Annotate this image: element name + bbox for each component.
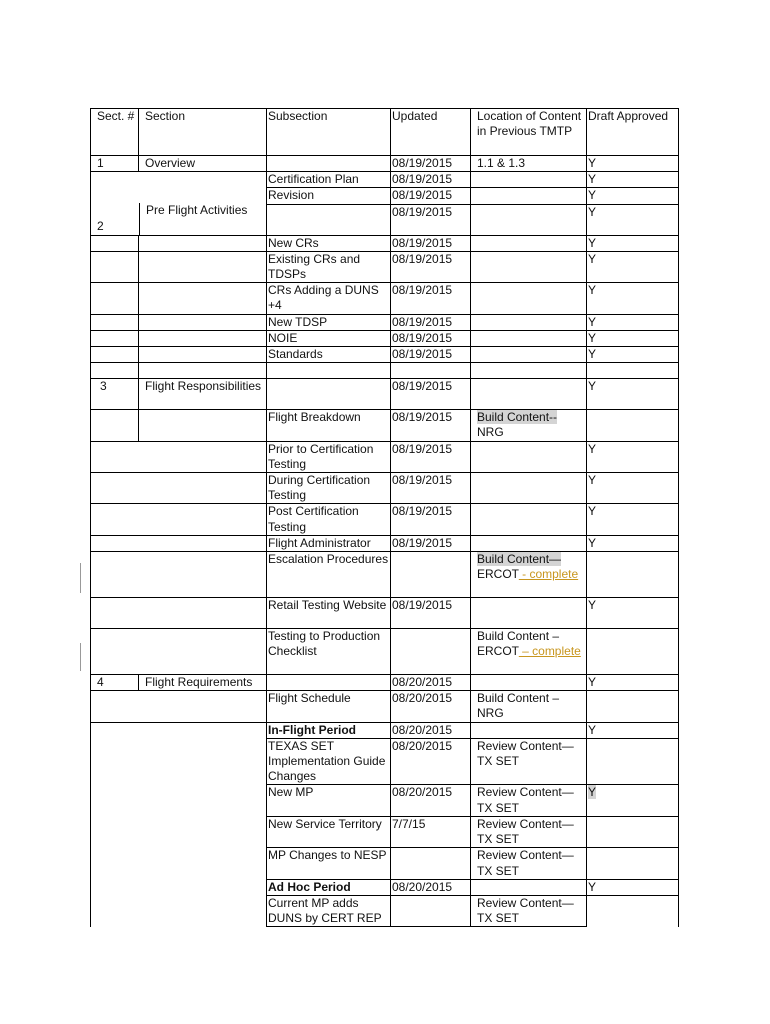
sect-number: 4 [91, 675, 139, 691]
draft-approved [587, 691, 679, 722]
location-cell: Build Content – NRG [471, 691, 587, 722]
draft-approved: Y [587, 204, 679, 235]
draft-approved: Y [587, 675, 679, 691]
merged-blank-cell [91, 691, 267, 722]
location-cell [471, 629, 587, 675]
subsection-name: CRs Adding a DUNS +4 [267, 283, 391, 314]
updated-date: 08/19/2015 [391, 598, 471, 629]
location-cell [471, 598, 587, 629]
sect-number: 1 [91, 156, 139, 172]
table-row [91, 473, 679, 504]
location-cell [471, 722, 587, 738]
location-cell [471, 314, 587, 330]
location-cell: Review Content— TX SET [471, 848, 587, 879]
subsection-cell [267, 379, 391, 410]
merged-blank-cell [91, 629, 267, 675]
draft-approved: Y [587, 879, 679, 895]
updated-date: 08/20/2015 [391, 675, 471, 691]
location-cell: Review Content— TX SET [471, 738, 587, 785]
updated-date: 08/19/2015 [391, 156, 471, 172]
table-row [91, 691, 679, 722]
revision-change-bar [80, 563, 81, 593]
location-cell [471, 535, 587, 551]
draft-approved [587, 816, 679, 847]
merged-blank-cell [91, 598, 267, 629]
draft-approved: Y [587, 330, 679, 346]
table-row [91, 172, 679, 188]
section-name: Flight Requirements [139, 675, 267, 691]
subsection-name: Flight Breakdown [267, 410, 391, 441]
sect-cell [91, 314, 139, 330]
subsection-name: Standards [267, 347, 391, 363]
updated-date: 08/20/2015 [391, 738, 471, 785]
subsection-name: Flight Schedule [267, 691, 391, 722]
subsection-name: New MP [267, 785, 391, 816]
location-cell [471, 410, 587, 441]
location-cell [471, 879, 587, 895]
updated-date: 08/19/2015 [391, 314, 471, 330]
subsection-name: Post Certification Testing [267, 504, 391, 535]
subsection-name: Existing CRs and TDSPs [267, 251, 391, 282]
merged-blank-cell [91, 552, 267, 598]
updated-date: 08/19/2015 [391, 172, 471, 188]
subsection-name: Retail Testing Website [267, 598, 391, 629]
section-cell [139, 330, 267, 346]
updated-date [391, 848, 471, 879]
updated-date: 08/19/2015 [391, 188, 471, 204]
updated-date: 08/19/2015 [391, 251, 471, 282]
location-cell [471, 379, 587, 410]
subsection-name: Revision [267, 188, 391, 204]
header-draft-approved: Draft Approved [587, 109, 679, 156]
revision-change-bar [80, 643, 81, 671]
subsection-name: New TDSP [267, 314, 391, 330]
updated-date: 08/19/2015 [391, 330, 471, 346]
draft-approved [587, 410, 679, 441]
table-row [91, 330, 679, 346]
subsection-name: Certification Plan [267, 172, 391, 188]
sect-cell [91, 347, 139, 363]
location-cell [471, 675, 587, 691]
draft-approved: Y [587, 235, 679, 251]
sect-number: 2 [97, 219, 104, 234]
header-subsection: Subsection [267, 109, 391, 156]
sect-cell [91, 410, 139, 441]
table-row [91, 379, 679, 410]
empty-spacer-row [91, 363, 679, 379]
updated-date: 08/20/2015 [391, 785, 471, 816]
location-cell [471, 552, 587, 598]
table-row [91, 235, 679, 251]
location-cell [471, 330, 587, 346]
updated-date [391, 552, 471, 598]
updated-date: 7/7/15 [391, 816, 471, 847]
table-row [91, 283, 679, 314]
merged-blank-cell [91, 535, 267, 551]
table-row [91, 156, 679, 172]
subsection-cell [267, 204, 391, 235]
table-row [91, 441, 679, 472]
draft-approved: Y [587, 172, 679, 188]
section-cell [139, 251, 267, 282]
section-cell [139, 314, 267, 330]
location-cell: Review Content— TX SET [471, 895, 587, 926]
draft-approved [587, 848, 679, 879]
header-sect: Sect. # [91, 109, 139, 156]
location-cell [471, 235, 587, 251]
draft-approved: Y [587, 347, 679, 363]
header-updated: Updated [391, 109, 471, 156]
draft-approved [587, 629, 679, 675]
highlighted-note: Build Content-- [477, 410, 558, 425]
updated-date: 08/19/2015 [391, 379, 471, 410]
subsection-cell [267, 675, 391, 691]
location-cell: Review Content— TX SET [471, 816, 587, 847]
draft-approved: Y [587, 251, 679, 282]
updated-date: 08/19/2015 [391, 441, 471, 472]
table-row [91, 722, 679, 738]
table-row [91, 552, 679, 598]
merged-blank-cell [91, 504, 267, 535]
location-cell [471, 504, 587, 535]
complete-link[interactable]: - complete [518, 567, 579, 582]
draft-approved [587, 552, 679, 598]
header-section: Section [139, 109, 267, 156]
draft-approved: Y [587, 156, 679, 172]
subsection-name: TEXAS SET Implementation Guide Changes [267, 738, 391, 785]
subsection-name: New Service Territory [267, 816, 391, 847]
sect-cell [91, 251, 139, 282]
subsection-name: Flight Administrator [267, 535, 391, 551]
subsection-name: MP Changes to NESP [267, 848, 391, 879]
location-cell [471, 347, 587, 363]
table-header-row [91, 109, 679, 156]
location-cell [471, 251, 587, 282]
subsection-name: During Certification Testing [267, 473, 391, 504]
subsection-name: In-Flight Period [267, 722, 391, 738]
merged-blank-cell [91, 441, 267, 472]
location-owner: ERCOT [477, 567, 519, 582]
updated-date: 08/19/2015 [391, 347, 471, 363]
draft-approved [587, 895, 679, 926]
updated-date: 08/20/2015 [391, 722, 471, 738]
merged-blank-cell [91, 473, 267, 504]
section-cell [139, 347, 267, 363]
draft-approved: Y [587, 379, 679, 410]
updated-date: 08/19/2015 [391, 235, 471, 251]
table-row [91, 410, 679, 441]
draft-approved [587, 738, 679, 785]
updated-date: 08/20/2015 [391, 879, 471, 895]
draft-approved: Y [587, 504, 679, 535]
subsection-name: Current MP adds DUNS by CERT REP [267, 895, 391, 926]
table-row [91, 629, 679, 675]
updated-date: 08/19/2015 [391, 410, 471, 441]
updated-date: 08/19/2015 [391, 204, 471, 235]
table-row [91, 251, 679, 282]
subsection-name: Prior to Certification Testing [267, 441, 391, 472]
flight-content-table [90, 108, 679, 927]
highlighted-approval: Y [588, 785, 597, 800]
location-owner: NRG [477, 425, 504, 440]
subsection-name: Testing to Production Checklist [267, 629, 391, 675]
table-row [91, 675, 679, 691]
draft-approved: Y [587, 598, 679, 629]
table-row [91, 347, 679, 363]
sect-cell [91, 283, 139, 314]
subsection-name: New CRs [267, 235, 391, 251]
section-name: Overview [139, 156, 267, 172]
draft-approved: Y [587, 441, 679, 472]
complete-link[interactable]: – complete [518, 644, 581, 659]
draft-approved: Y [587, 314, 679, 330]
location-cell [471, 188, 587, 204]
header-location: Location of Content in Previous TMTP [471, 109, 587, 156]
subsection-cell [267, 156, 391, 172]
section-cell [139, 283, 267, 314]
subsection-name: NOIE [267, 330, 391, 346]
location-cell [471, 473, 587, 504]
updated-date: 08/20/2015 [391, 691, 471, 722]
updated-date: 08/19/2015 [391, 535, 471, 551]
highlighted-note: Build Content— [477, 552, 562, 567]
table-row [91, 598, 679, 629]
location-cell: Review Content— TX SET [471, 785, 587, 816]
location-cell: 1.1 & 1.3 [471, 156, 587, 172]
draft-approved: Y [587, 473, 679, 504]
location-cell [471, 441, 587, 472]
section-cell [139, 235, 267, 251]
updated-date: 08/19/2015 [391, 283, 471, 314]
subsection-name: Escalation Procedures [267, 552, 391, 598]
draft-approved: Y [587, 283, 679, 314]
updated-date [391, 895, 471, 926]
updated-date: 08/19/2015 [391, 504, 471, 535]
section-2-group-cell [91, 172, 267, 235]
draft-approved: Y [587, 535, 679, 551]
updated-date: 08/19/2015 [391, 473, 471, 504]
section-name: Flight Responsibilities [139, 379, 267, 410]
location-cell [471, 172, 587, 188]
location-cell [471, 283, 587, 314]
sect-number: 3 [91, 379, 139, 410]
table-row [91, 314, 679, 330]
table-row [91, 504, 679, 535]
sect-cell [91, 330, 139, 346]
table-row [91, 535, 679, 551]
sect-cell [91, 235, 139, 251]
location-cell [471, 204, 587, 235]
draft-approved [587, 785, 679, 816]
draft-approved: Y [587, 188, 679, 204]
updated-date [391, 629, 471, 675]
location-owner: Build Content – ERCOT [477, 629, 560, 659]
subsection-name: Ad Hoc Period [267, 879, 391, 895]
section-cell [139, 410, 267, 441]
section-name: Pre Flight Activities [139, 203, 266, 235]
draft-approved: Y [587, 722, 679, 738]
merged-blank-cell [91, 722, 267, 927]
